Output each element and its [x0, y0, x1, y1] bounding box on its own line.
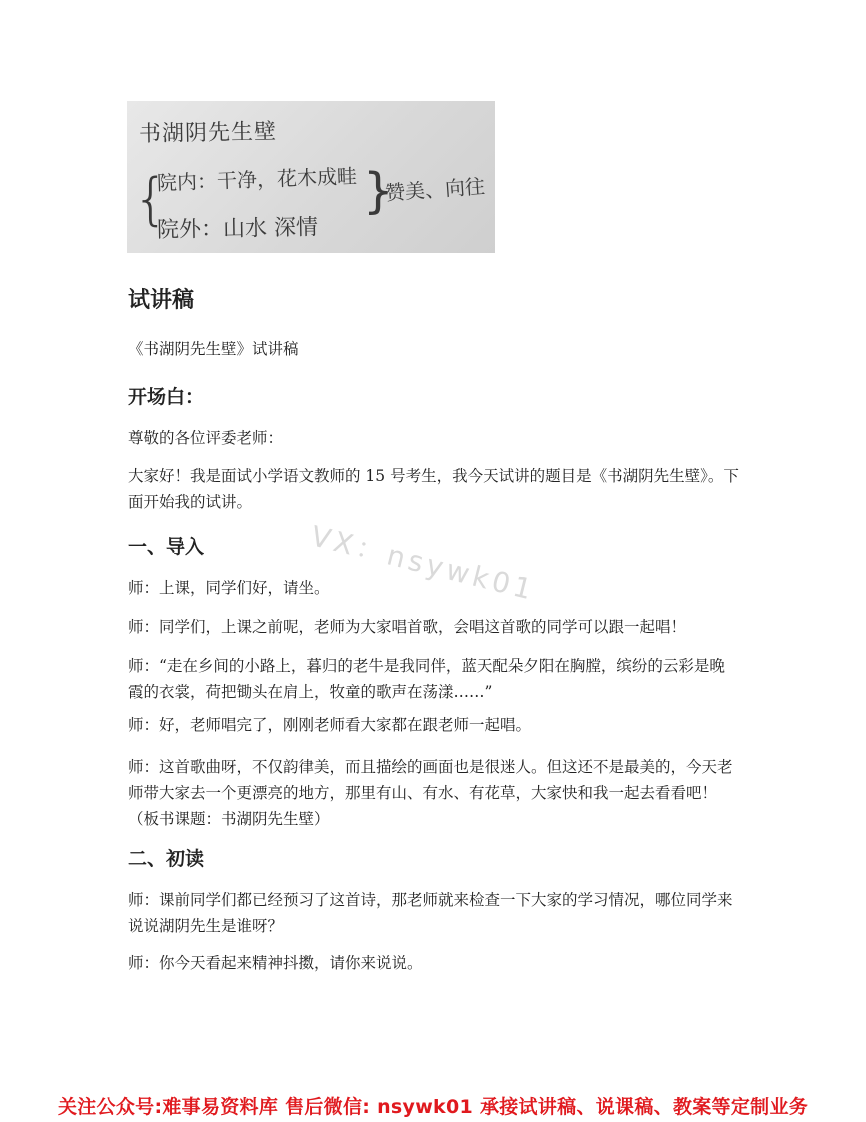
footer-banner: 关注公众号:难事易资料库 售后微信: nsywk01 承接试讲稿、说课稿、教案等定制业务	[57, 1096, 809, 1118]
opening-heading: 开场白：	[128, 386, 205, 408]
section2-heading: 二、初读	[128, 848, 205, 870]
watermark: VX：nsywk01	[307, 519, 539, 608]
board-note-title: 书湖阴先生壁	[138, 119, 278, 147]
blackboard-note-photo	[127, 101, 495, 253]
section2-line: 师：你今天看起来精神抖擞，请你来说说。	[128, 954, 423, 972]
section1-line: 师：“走在乡间的小路上，暮归的老牛是我同伴，蓝天配朵夕阳在胸膛，缤纷的云彩是晚霞的衣裳，荷把锄头在肩上，牧童的歌声在荡漾……”	[128, 657, 725, 701]
document-title: 试讲稿	[128, 288, 195, 313]
opening-intro: 大家好！我是面试小学语文教师的 15 号考生，我今天试讲的题目是《书湖阴先生壁》。下面开始我的试讲。	[128, 467, 739, 511]
document-subtitle: 《书湖阴先生壁》试讲稿	[128, 340, 299, 358]
opening-greeting: 尊敬的各位评委老师：	[128, 429, 284, 447]
section1-heading: 一、导入	[128, 536, 205, 558]
section1-line: 师：同学们，上课之前呢，老师为大家唱首歌，会唱这首歌的同学可以跟一起唱！	[128, 618, 687, 636]
board-note-inner: 院内：干净，花木成畦	[156, 164, 358, 195]
section1-line: 师：好，老师唱完了，刚刚老师看大家都在跟老师一起唱。	[128, 716, 532, 734]
section1-line: 师：上课，同学们好，请坐。	[128, 579, 330, 597]
board-brace-right: }	[363, 163, 394, 219]
section1-line: 师：这首歌曲呀，不仅韵律美，而且描绘的画面也是很迷人。但这还不是最美的，今天老师带大家去一个更漂亮的地方，那里有山、有水、有花草，大家快和我一起去看看吧！（板书课题：书湖阴先生壁）	[128, 758, 733, 828]
board-brace-left: {	[133, 167, 169, 232]
section2-line: 师：课前同学们都已经预习了这首诗，那老师就来检查一下大家的学习情况，哪位同学来说说湖阴先生是谁呀？	[128, 891, 733, 935]
board-note-outer: 院外：山水 深情	[156, 215, 319, 243]
board-note-praise: 赞美、向往	[384, 174, 486, 205]
